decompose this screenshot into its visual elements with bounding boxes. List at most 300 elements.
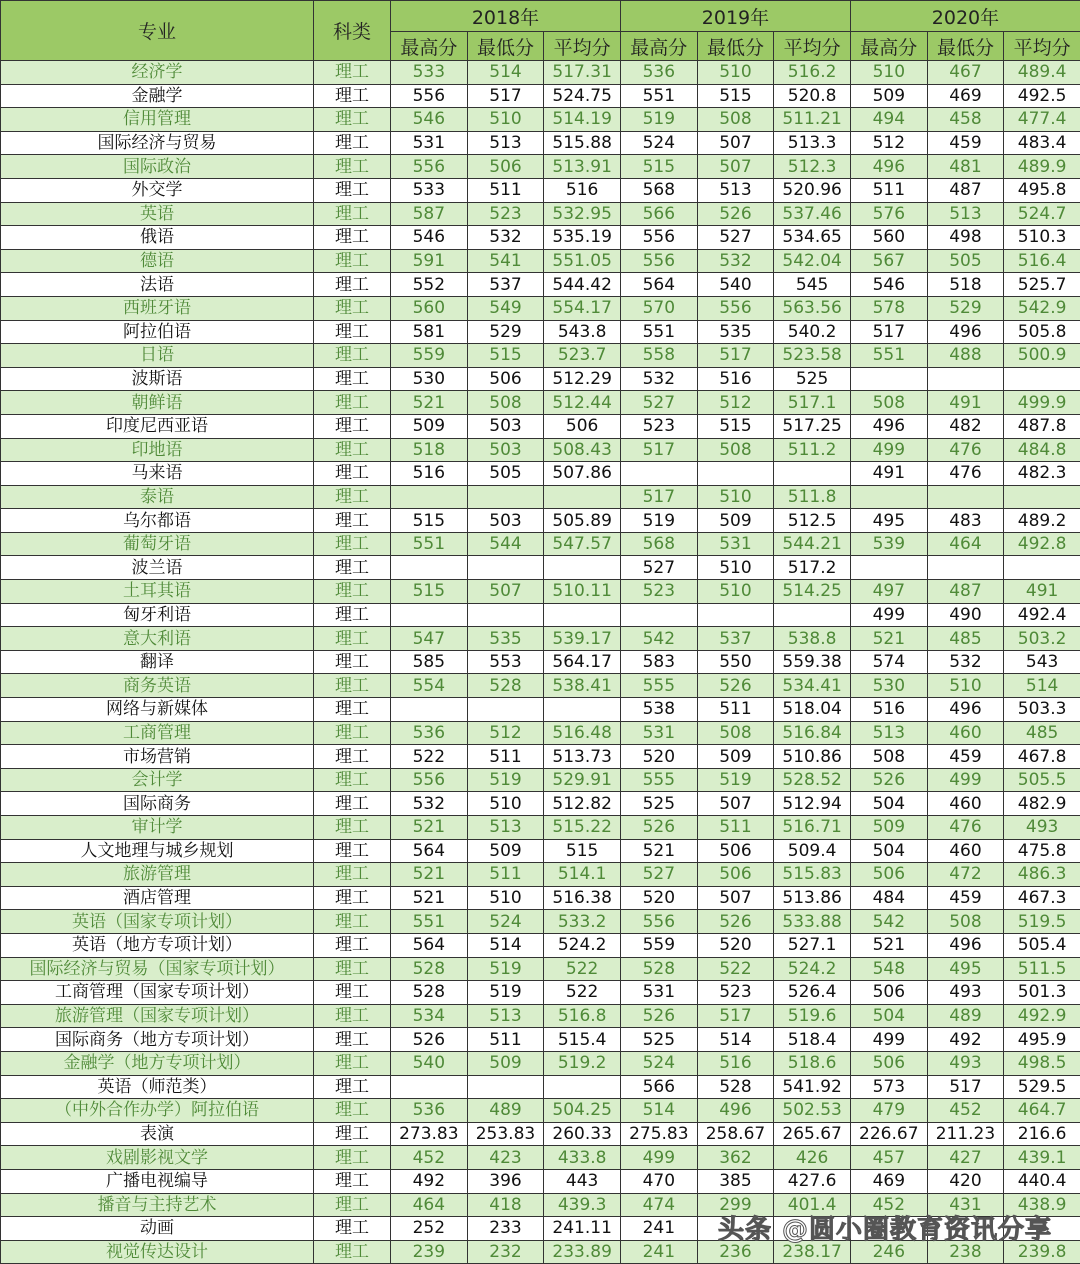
cell-major: 播音与主持艺术 xyxy=(1,1193,314,1217)
cell-avg-2020 xyxy=(1004,367,1080,391)
cell-avg-2019: 528.52 xyxy=(774,768,851,792)
cell-avg-2019: 401.4 xyxy=(774,1193,851,1217)
cell-avg-2019: 525 xyxy=(774,367,851,391)
cell-min-2020: 517 xyxy=(927,1075,1004,1099)
cell-min-2019: 526 xyxy=(697,674,774,698)
cell-min-2018: 418 xyxy=(467,1193,544,1217)
cell-max-2020: 506 xyxy=(850,863,927,887)
cell-avg-2020 xyxy=(1004,485,1080,509)
cell-max-2019: 519 xyxy=(620,509,697,533)
cell-avg-2019: 534.41 xyxy=(774,674,851,698)
cell-min-2019: 506 xyxy=(697,839,774,863)
header-major: 专业 xyxy=(1,1,314,61)
cell-max-2018: 536 xyxy=(391,721,468,745)
header-min: 最低分 xyxy=(927,32,1004,61)
cell-min-2020: 498 xyxy=(927,226,1004,250)
cell-max-2020: 496 xyxy=(850,414,927,438)
cell-avg-2019: 520.8 xyxy=(774,84,851,108)
table-row xyxy=(1,839,1080,863)
cell-max-2018: 522 xyxy=(391,745,468,769)
cell-max-2020: 546 xyxy=(850,273,927,297)
cell-max-2019: 542 xyxy=(620,627,697,651)
cell-max-2020: 495 xyxy=(850,509,927,533)
cell-min-2019: 511 xyxy=(697,698,774,722)
cell-avg-2019: 540.2 xyxy=(774,320,851,344)
cell-min-2020: 495 xyxy=(927,957,1004,981)
cell-avg-2019: 524.2 xyxy=(774,957,851,981)
cell-min-2020: 464 xyxy=(927,532,1004,556)
cell-min-2019: 527 xyxy=(697,226,774,250)
cell-major: 国际政治 xyxy=(1,155,314,179)
cell-min-2018: 503 xyxy=(467,414,544,438)
cell-major: 会计学 xyxy=(1,768,314,792)
cell-min-2019: 507 xyxy=(697,155,774,179)
cell-min-2018: 510 xyxy=(467,886,544,910)
cell-avg-2020: 495.8 xyxy=(1004,178,1080,202)
cell-max-2019: 514 xyxy=(620,1099,697,1123)
cell-avg-2018: 508.43 xyxy=(544,438,621,462)
cell-avg-2018: 529.91 xyxy=(544,768,621,792)
cell-min-2018: 517 xyxy=(467,84,544,108)
cell-avg-2018: 514.1 xyxy=(544,863,621,887)
cell-avg-2018: 507.86 xyxy=(544,462,621,486)
cell-min-2019: 526 xyxy=(697,910,774,934)
cell-avg-2020: 487.8 xyxy=(1004,414,1080,438)
cell-category: 理工 xyxy=(314,296,391,320)
cell-major: 阿拉伯语 xyxy=(1,320,314,344)
cell-max-2018 xyxy=(391,698,468,722)
cell-avg-2018: 535.19 xyxy=(544,226,621,250)
cell-avg-2018: 513.73 xyxy=(544,745,621,769)
cell-max-2019: 519 xyxy=(620,108,697,132)
cell-max-2020: 484 xyxy=(850,886,927,910)
cell-max-2020: 246 xyxy=(850,1240,927,1264)
cell-min-2019: 514 xyxy=(697,1028,774,1052)
cell-avg-2019: 510.86 xyxy=(774,745,851,769)
cell-max-2018: 534 xyxy=(391,1004,468,1028)
cell-avg-2019: 512.94 xyxy=(774,792,851,816)
cell-avg-2020: 495.9 xyxy=(1004,1028,1080,1052)
cell-category: 理工 xyxy=(314,1028,391,1052)
cell-avg-2018: 564.17 xyxy=(544,650,621,674)
cell-min-2018: 519 xyxy=(467,957,544,981)
cell-min-2019: 513 xyxy=(697,178,774,202)
cell-avg-2019: 527.1 xyxy=(774,933,851,957)
cell-avg-2020: 525.7 xyxy=(1004,273,1080,297)
cell-avg-2018 xyxy=(544,485,621,509)
cell-max-2018 xyxy=(391,485,468,509)
cell-min-2020: 513 xyxy=(927,202,1004,226)
cell-category: 理工 xyxy=(314,108,391,132)
cell-avg-2020: 492.9 xyxy=(1004,1004,1080,1028)
cell-min-2020 xyxy=(927,556,1004,580)
cell-major: 葡萄牙语 xyxy=(1,532,314,556)
cell-avg-2020: 439.1 xyxy=(1004,1146,1080,1170)
cell-max-2019: 524 xyxy=(620,1051,697,1075)
cell-min-2020: 420 xyxy=(927,1169,1004,1193)
cell-avg-2018: 519.2 xyxy=(544,1051,621,1075)
cell-min-2018: 510 xyxy=(467,108,544,132)
cell-min-2019: 236 xyxy=(697,1240,774,1264)
cell-max-2018: 536 xyxy=(391,1099,468,1123)
cell-min-2019 xyxy=(697,603,774,627)
cell-max-2020: 496 xyxy=(850,155,927,179)
cell-min-2019: 535 xyxy=(697,320,774,344)
cell-max-2018: 556 xyxy=(391,155,468,179)
table-row xyxy=(1,627,1080,651)
cell-avg-2019: 523.58 xyxy=(774,344,851,368)
cell-category: 理工 xyxy=(314,1146,391,1170)
cell-category: 理工 xyxy=(314,650,391,674)
cell-min-2018: 513 xyxy=(467,1004,544,1028)
cell-min-2020: 529 xyxy=(927,296,1004,320)
table-row xyxy=(1,532,1080,556)
cell-max-2020: 573 xyxy=(850,1075,927,1099)
cell-avg-2019: 517.25 xyxy=(774,414,851,438)
cell-max-2019: 532 xyxy=(620,367,697,391)
cell-max-2019: 528 xyxy=(620,957,697,981)
cell-max-2019: 521 xyxy=(620,839,697,863)
cell-min-2020: 467 xyxy=(927,61,1004,85)
table-row xyxy=(1,391,1080,415)
cell-category: 理工 xyxy=(314,155,391,179)
cell-max-2020: 530 xyxy=(850,674,927,698)
cell-max-2019: 474 xyxy=(620,1193,697,1217)
cell-avg-2019: 518.6 xyxy=(774,1051,851,1075)
cell-major: 国际商务（地方专项计划） xyxy=(1,1028,314,1052)
cell-major: 旅游管理（国家专项计划） xyxy=(1,1004,314,1028)
cell-max-2018: 564 xyxy=(391,839,468,863)
cell-avg-2018: 515 xyxy=(544,839,621,863)
cell-min-2019: 523 xyxy=(697,981,774,1005)
cell-min-2018: 513 xyxy=(467,131,544,155)
cell-major: 印地语 xyxy=(1,438,314,462)
cell-max-2018: 533 xyxy=(391,61,468,85)
cell-max-2020: 576 xyxy=(850,202,927,226)
cell-min-2018: 396 xyxy=(467,1169,544,1193)
cell-min-2019: 540 xyxy=(697,273,774,297)
cell-max-2019: 527 xyxy=(620,556,697,580)
cell-avg-2020: 492.4 xyxy=(1004,603,1080,627)
cell-max-2020: 512 xyxy=(850,131,927,155)
cell-avg-2019: 520.96 xyxy=(774,178,851,202)
cell-major: 酒店管理 xyxy=(1,886,314,910)
cell-min-2018: 509 xyxy=(467,1051,544,1075)
cell-avg-2020: 524.7 xyxy=(1004,202,1080,226)
cell-avg-2018: 517.31 xyxy=(544,61,621,85)
cell-max-2019: 470 xyxy=(620,1169,697,1193)
cell-max-2019: 556 xyxy=(620,910,697,934)
cell-max-2018: 464 xyxy=(391,1193,468,1217)
cell-avg-2019: 426 xyxy=(774,1146,851,1170)
cell-avg-2020: 542.9 xyxy=(1004,296,1080,320)
cell-max-2019: 527 xyxy=(620,391,697,415)
cell-min-2020 xyxy=(927,485,1004,509)
cell-max-2020: 510 xyxy=(850,61,927,85)
cell-major: （中外合作办学）阿拉伯语 xyxy=(1,1099,314,1123)
cell-max-2019: 526 xyxy=(620,1004,697,1028)
cell-min-2020: 487 xyxy=(927,580,1004,604)
cell-min-2018: 511 xyxy=(467,863,544,887)
table-row xyxy=(1,1051,1080,1075)
cell-max-2019: 566 xyxy=(620,1075,697,1099)
cell-avg-2020: 498.5 xyxy=(1004,1051,1080,1075)
cell-avg-2019: 518.4 xyxy=(774,1028,851,1052)
cell-min-2019: 512 xyxy=(697,391,774,415)
cell-min-2018: 503 xyxy=(467,509,544,533)
cell-category: 理工 xyxy=(314,532,391,556)
cell-min-2019: 507 xyxy=(697,886,774,910)
cell-min-2018: 423 xyxy=(467,1146,544,1170)
cell-min-2020: 496 xyxy=(927,698,1004,722)
cell-min-2018: 519 xyxy=(467,981,544,1005)
cell-avg-2020: 543 xyxy=(1004,650,1080,674)
cell-major: 马来语 xyxy=(1,462,314,486)
cell-max-2019 xyxy=(620,603,697,627)
cell-avg-2020: 484.8 xyxy=(1004,438,1080,462)
cell-max-2019: 566 xyxy=(620,202,697,226)
cell-category: 理工 xyxy=(314,84,391,108)
cell-max-2019: 556 xyxy=(620,249,697,273)
header-category: 科类 xyxy=(314,1,391,61)
cell-avg-2020: 503.2 xyxy=(1004,627,1080,651)
cell-avg-2018 xyxy=(544,556,621,580)
cell-major: 朝鲜语 xyxy=(1,391,314,415)
cell-major: 西班牙语 xyxy=(1,296,314,320)
cell-category: 理工 xyxy=(314,698,391,722)
cell-min-2020: 459 xyxy=(927,886,1004,910)
cell-max-2020: 499 xyxy=(850,438,927,462)
cell-avg-2020: 467.8 xyxy=(1004,745,1080,769)
table-row xyxy=(1,296,1080,320)
cell-avg-2019: 511.8 xyxy=(774,485,851,509)
cell-avg-2018: 554.17 xyxy=(544,296,621,320)
cell-avg-2018: 515.4 xyxy=(544,1028,621,1052)
cell-min-2020: 452 xyxy=(927,1099,1004,1123)
cell-avg-2018: 523.7 xyxy=(544,344,621,368)
cell-avg-2020: 492.5 xyxy=(1004,84,1080,108)
cell-category: 理工 xyxy=(314,131,391,155)
cell-min-2018: 503 xyxy=(467,438,544,462)
cell-max-2020: 506 xyxy=(850,1051,927,1075)
cell-avg-2018: 539.17 xyxy=(544,627,621,651)
table-row xyxy=(1,273,1080,297)
cell-avg-2018: 533.2 xyxy=(544,910,621,934)
table-row xyxy=(1,981,1080,1005)
cell-avg-2019: 512.3 xyxy=(774,155,851,179)
cell-major: 英语（地方专项计划） xyxy=(1,933,314,957)
cell-max-2019: 568 xyxy=(620,532,697,556)
table-row xyxy=(1,509,1080,533)
cell-min-2020: 481 xyxy=(927,155,1004,179)
cell-avg-2019: 559.38 xyxy=(774,650,851,674)
cell-max-2018: 252 xyxy=(391,1217,468,1241)
cell-min-2020: 469 xyxy=(927,84,1004,108)
cell-avg-2019: 544.21 xyxy=(774,532,851,556)
cell-avg-2018: 543.8 xyxy=(544,320,621,344)
cell-min-2019: 517 xyxy=(697,344,774,368)
cell-max-2020 xyxy=(850,367,927,391)
cell-max-2019: 570 xyxy=(620,296,697,320)
cell-avg-2019: 516.84 xyxy=(774,721,851,745)
cell-min-2019: 506 xyxy=(697,863,774,887)
cell-min-2018: 510 xyxy=(467,792,544,816)
header-avg: 平均分 xyxy=(544,32,621,61)
cell-major: 金融学 xyxy=(1,84,314,108)
cell-avg-2018: 506 xyxy=(544,414,621,438)
table-row xyxy=(1,178,1080,202)
cell-major: 匈牙利语 xyxy=(1,603,314,627)
table-row xyxy=(1,1146,1080,1170)
cell-min-2020: 490 xyxy=(927,603,1004,627)
table-row xyxy=(1,886,1080,910)
cell-major: 波兰语 xyxy=(1,556,314,580)
cell-avg-2020: 503.3 xyxy=(1004,698,1080,722)
cell-avg-2018: 522 xyxy=(544,957,621,981)
table-row xyxy=(1,957,1080,981)
cell-max-2020: 508 xyxy=(850,745,927,769)
cell-category: 理工 xyxy=(314,816,391,840)
cell-avg-2019: 265.67 xyxy=(774,1122,851,1146)
table-row xyxy=(1,155,1080,179)
table-row xyxy=(1,580,1080,604)
cell-max-2020: 517 xyxy=(850,320,927,344)
table-row xyxy=(1,1122,1080,1146)
cell-avg-2020: 440.4 xyxy=(1004,1169,1080,1193)
cell-max-2019: 526 xyxy=(620,816,697,840)
cell-major: 土耳其语 xyxy=(1,580,314,604)
cell-category: 理工 xyxy=(314,344,391,368)
cell-max-2020: 497 xyxy=(850,580,927,604)
cell-avg-2018: 522 xyxy=(544,981,621,1005)
cell-max-2020: 567 xyxy=(850,249,927,273)
cell-avg-2020: 505.4 xyxy=(1004,933,1080,957)
cell-max-2018: 552 xyxy=(391,273,468,297)
table-row xyxy=(1,202,1080,226)
cell-max-2018: 521 xyxy=(391,391,468,415)
cell-avg-2020: 485 xyxy=(1004,721,1080,745)
watermark: 头条 @圆小圈教育资讯分享 xyxy=(718,1215,1053,1245)
cell-major: 信用管理 xyxy=(1,108,314,132)
cell-min-2020: 460 xyxy=(927,792,1004,816)
cell-max-2018: 556 xyxy=(391,84,468,108)
cell-max-2020: 494 xyxy=(850,108,927,132)
cell-avg-2020: 482.9 xyxy=(1004,792,1080,816)
cell-avg-2018 xyxy=(544,698,621,722)
table-row xyxy=(1,108,1080,132)
cell-max-2018: 530 xyxy=(391,367,468,391)
cell-min-2020: 491 xyxy=(927,391,1004,415)
cell-max-2020: 509 xyxy=(850,816,927,840)
cell-max-2020: 548 xyxy=(850,957,927,981)
table-row xyxy=(1,674,1080,698)
table-row xyxy=(1,863,1080,887)
cell-max-2020: 499 xyxy=(850,603,927,627)
cell-max-2018: 532 xyxy=(391,792,468,816)
cell-max-2019: 523 xyxy=(620,580,697,604)
table-row xyxy=(1,438,1080,462)
cell-avg-2018: 538.41 xyxy=(544,674,621,698)
cell-min-2020: 489 xyxy=(927,1004,1004,1028)
cell-major: 日语 xyxy=(1,344,314,368)
cell-category: 理工 xyxy=(314,603,391,627)
cell-min-2020: 459 xyxy=(927,131,1004,155)
cell-avg-2020: 438.9 xyxy=(1004,1193,1080,1217)
table-row xyxy=(1,768,1080,792)
table-body xyxy=(1,61,1080,1264)
cell-category: 理工 xyxy=(314,792,391,816)
cell-min-2018: 513 xyxy=(467,816,544,840)
cell-max-2018: 518 xyxy=(391,438,468,462)
cell-avg-2020: 510.3 xyxy=(1004,226,1080,250)
table-row xyxy=(1,414,1080,438)
cell-major: 视觉传达设计 xyxy=(1,1240,314,1264)
header-min: 最低分 xyxy=(467,32,544,61)
cell-max-2020: 521 xyxy=(850,933,927,957)
cell-max-2018: 585 xyxy=(391,650,468,674)
cell-min-2018: 489 xyxy=(467,1099,544,1123)
cell-min-2020: 427 xyxy=(927,1146,1004,1170)
cell-major: 广播电视编导 xyxy=(1,1169,314,1193)
cell-max-2018: 587 xyxy=(391,202,468,226)
cell-category: 理工 xyxy=(314,1075,391,1099)
cell-min-2020: 518 xyxy=(927,273,1004,297)
cell-min-2020: 496 xyxy=(927,320,1004,344)
cell-avg-2020: 519.5 xyxy=(1004,910,1080,934)
cell-avg-2020: 500.9 xyxy=(1004,344,1080,368)
cell-max-2020: 506 xyxy=(850,981,927,1005)
table-row xyxy=(1,650,1080,674)
cell-min-2018: 508 xyxy=(467,391,544,415)
cell-min-2019: 509 xyxy=(697,509,774,533)
table-row xyxy=(1,816,1080,840)
cell-max-2020: 516 xyxy=(850,698,927,722)
header-max: 最高分 xyxy=(620,32,697,61)
cell-avg-2019: 502.53 xyxy=(774,1099,851,1123)
cell-category: 理工 xyxy=(314,933,391,957)
header-avg: 平均分 xyxy=(1004,32,1080,61)
cell-min-2019: 522 xyxy=(697,957,774,981)
table-row xyxy=(1,1075,1080,1099)
cell-min-2019: 258.67 xyxy=(697,1122,774,1146)
cell-max-2020: 509 xyxy=(850,84,927,108)
cell-max-2018: 521 xyxy=(391,886,468,910)
cell-avg-2019: 563.56 xyxy=(774,296,851,320)
cell-max-2018: 521 xyxy=(391,863,468,887)
cell-avg-2020: 505.8 xyxy=(1004,320,1080,344)
cell-min-2018: 519 xyxy=(467,768,544,792)
header-year-2020: 2020年 xyxy=(850,1,1080,32)
cell-max-2020: 491 xyxy=(850,462,927,486)
cell-min-2018: 529 xyxy=(467,320,544,344)
cell-max-2020 xyxy=(850,485,927,509)
cell-avg-2018: 516 xyxy=(544,178,621,202)
cell-min-2020: 459 xyxy=(927,745,1004,769)
cell-max-2019: 527 xyxy=(620,863,697,887)
cell-avg-2019: 511.21 xyxy=(774,108,851,132)
cell-avg-2018: 512.82 xyxy=(544,792,621,816)
cell-category: 理工 xyxy=(314,509,391,533)
cell-max-2018: 273.83 xyxy=(391,1122,468,1146)
cell-avg-2020: 491 xyxy=(1004,580,1080,604)
cell-major: 审计学 xyxy=(1,816,314,840)
cell-avg-2020: 475.8 xyxy=(1004,839,1080,863)
cell-major: 戏剧影视文学 xyxy=(1,1146,314,1170)
cell-max-2018: 546 xyxy=(391,226,468,250)
cell-avg-2020: 501.3 xyxy=(1004,981,1080,1005)
cell-max-2019: 551 xyxy=(620,84,697,108)
cell-min-2019: 516 xyxy=(697,1051,774,1075)
